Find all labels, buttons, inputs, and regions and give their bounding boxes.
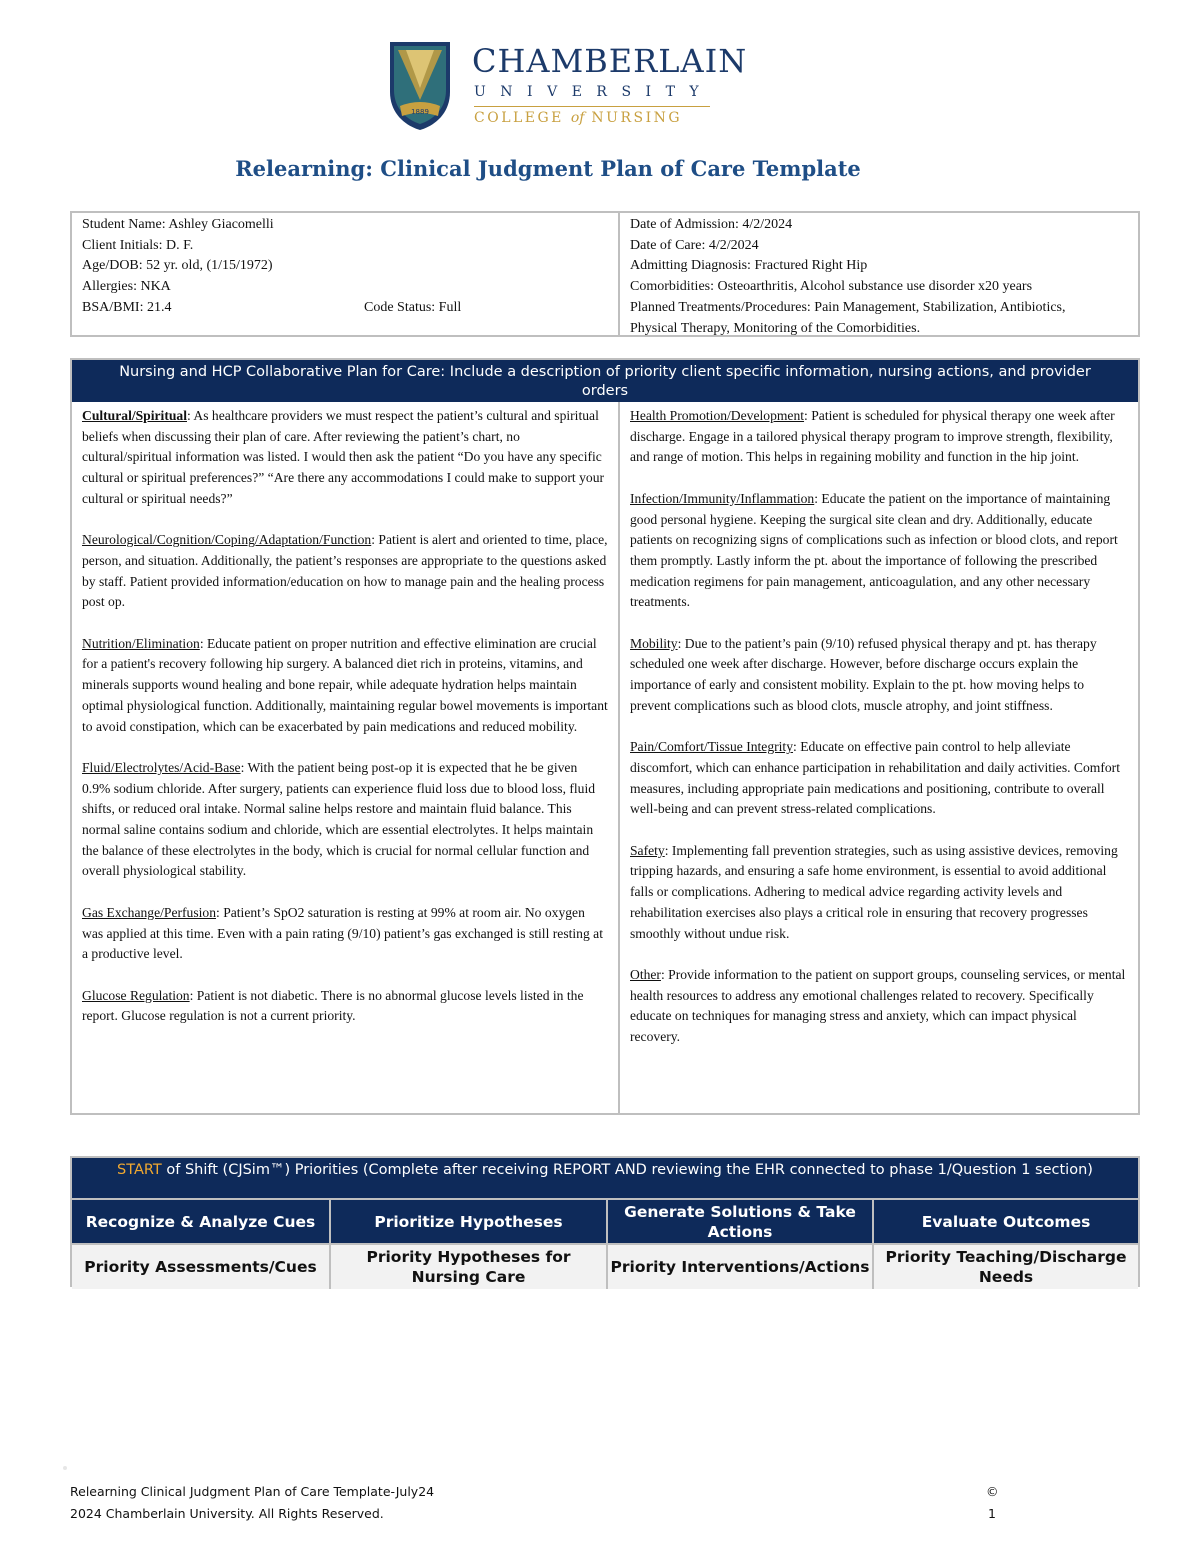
allergies-field: Allergies: NKA [82, 279, 171, 295]
section-heading: Mobility [630, 635, 678, 651]
student-name-field: Student Name: Ashley Giacomelli [82, 217, 274, 232]
date-of-care-field: Date of Care: 4/2/2024 [630, 237, 759, 253]
plan-header: Nursing and HCP Collaborative Plan for Care: Include a description of priority client specific information, nursing actions, and provider orders [72, 360, 1138, 402]
logo-name: CHAMBERLAIN [472, 42, 748, 80]
pain-comfort-section: Pain/Comfort/Tissue Integrity: Educate on effective pain control to help alleviate discomfort, which can enhance participation in rehabilitation and daily activities. Comfort measures, including appropriate pain medications and positioning, contribute to overall well-being and can prevent stress-related complications. [630, 739, 1120, 817]
section-heading: Pain/Comfort/Tissue Integrity [630, 739, 794, 755]
student-info-table [70, 211, 1140, 337]
age-dob-field: Age/DOB: 52 yr. old, (1/15/1972) [82, 258, 273, 274]
section-heading: Cultural/Spiritual [82, 408, 187, 423]
footer-template-name: Relearning Clinical Judgment Plan of Care Template-July24 [70, 1484, 435, 1499]
generate-solutions-header: Generate Solutions & Take Actions [608, 1200, 874, 1243]
priority-interventions-subheader: Priority Interventions/Actions [608, 1245, 874, 1289]
gas-exchange-section: Gas Exchange/Perfusion: Patient’s SpO2 saturation is resting at 99% at room air. No oxygen was applied at this time. Even with a pain rating (9/10) patient’s gas exchanged is still resting at a productive level. [82, 904, 603, 962]
plan-right-column [620, 402, 1138, 1113]
cultural-spiritual-section: Cultural/Spiritual: As healthcare providers we must respect the patient’s cultural and spiritual beliefs when discussing their plan of care. After reviewing the patient’s chart, no cultural/spiritual information was listed. I would then ask the patient “Do you have any specific cultural or spiritual preferences?” “Are there any accommodations I could make to support your cultural or spiritual needs?” [82, 408, 605, 506]
student-info-right [620, 213, 1138, 335]
priority-teaching-subheader: Priority Teaching/Discharge Needs [885, 1248, 1127, 1286]
priority-hypotheses-subheader: Priority Hypotheses for Nursing Care [331, 1245, 608, 1289]
page-number: 1 [988, 1506, 996, 1521]
admitting-diagnosis-field: Admitting Diagnosis: Fractured Right Hip [630, 258, 868, 274]
copyright-symbol: © [986, 1484, 999, 1499]
evaluate-outcomes-header: Evaluate Outcomes [921, 1212, 1091, 1231]
logo-university: UNIVERSITY [474, 84, 714, 100]
infection-immunity-section: Infection/Immunity/Inflammation: Educate the patient on the importance of maintaining good personal hygiene. Keeping the surgical site clean and dry. Additionally, educate patients on recognizing signs of complications such as infection or blood clots, and report them promptly. Lastly inform the pt. about the importance of following the prescribed medication regimens for pain management, anticoagulation, and any other necessary treatments. [630, 490, 1118, 610]
section-heading: Glucose Regulation [82, 987, 190, 1003]
student-info-left [72, 213, 620, 335]
start-of-shift-table [70, 1156, 1140, 1287]
section-heading: Infection/Immunity/Inflammation [630, 490, 815, 506]
footer-rights: 2024 Chamberlain University. All Rights Reserved. [70, 1506, 384, 1521]
bsa-bmi-field: BSA/BMI: 21.4 [82, 299, 172, 315]
section-heading: Nutrition/Elimination [82, 635, 200, 651]
health-promotion-section: Health Promotion/Development: Patient is scheduled for physical therapy one week after discharge. Engage in a tailored physical therapy program to improve strength, flexibility, and range of motion. This helps in regaining mobility and function in the hip joint. [630, 408, 1115, 465]
section-heading: Fluid/Electrolytes/Acid-Base [82, 759, 241, 775]
start-of-shift-header: START of Shift (CJSim™) Priorities (Complete after receiving REPORT AND reviewing the EHR connected to phase 1/Question 1 section) [72, 1158, 1138, 1198]
date-of-admission-field: Date of Admission: 4/2/2024 [630, 217, 793, 232]
fluid-electrolytes-section: Fluid/Electrolytes/Acid-Base: With the patient being post-op it is expected that he be given 0.9% sodium chloride. After surgery, patients can experience fluid loss due to blood loss, fluid shifts, or reduced oral intake. Normal saline helps restore and maintain fluid balance. This normal saline contains sodium and chloride, which are essential electrolytes. It helps maintain the balance of these electrolytes in the body, which is crucial for normal cellular function and overall physiological stability. [82, 759, 596, 879]
page-footer [70, 1481, 1000, 1525]
decorative-dot [63, 1466, 67, 1470]
university-shield-icon [388, 40, 452, 132]
plan-left-column [72, 402, 620, 1113]
priorities-subheader-row [72, 1243, 1138, 1289]
nutrition-elimination-section: Nutrition/Elimination: Educate patient on proper nutrition and effective elimination are crucial for a patient's recovery following hip surgery. A balanced diet rich in proteins, vitamins, and minerals supports wound healing and bone repair, while adequate hydration helps maintain optimal physiological function. Additionally, maintaining regular bowel movements is important to avoid constipation, which can be exacerbated by pain medications and reduced mobility. [82, 635, 608, 734]
safety-section: Safety: Implementing fall prevention strategies, such as using assistive devices, removing tripping hazards, and ensuring a safe home environment, is essential to avoid additional falls or complications. Adhering to medical advice regarding activity levels and rehabilitation exercises also plays a critical role in ensuring that recovery progresses smoothly without undue risk. [630, 842, 1118, 941]
priority-assessments-subheader: Priority Assessments/Cues [72, 1245, 331, 1289]
section-heading: Safety [630, 842, 665, 858]
planned-treatments-continued: Physical Therapy, Monitoring of the Comorbidities. [630, 320, 921, 336]
neurological-section: Neurological/Cognition/Coping/Adaptation/Function: Patient is alert and oriented to time, place, person, and situation. Additionally, the patient’s responses are appropriate to the questions asked by staff. Patient provided information/education on how to manage pain and the healing process post op. [82, 532, 608, 610]
footer-right [986, 1481, 998, 1525]
section-heading: Other [630, 966, 661, 982]
recognize-cues-header: Recognize & Analyze Cues [72, 1200, 331, 1243]
document-title: Relearning: Clinical Judgment Plan of Care Template [235, 156, 861, 181]
chamberlain-logo [388, 40, 748, 135]
section-heading: Neurological/Cognition/Coping/Adaptation/Function [82, 532, 372, 548]
bsa-row [82, 298, 608, 319]
logo-divider [474, 106, 710, 107]
prioritize-hypotheses-header: Prioritize Hypotheses [331, 1200, 608, 1243]
section-heading: Gas Exchange/Perfusion [82, 904, 217, 920]
comorbidities-field: Comorbidities: Osteoarthritis, Alcohol substance use disorder x20 years [630, 279, 1033, 295]
clinical-judgment-steps-row [72, 1198, 1138, 1243]
client-initials-field: Client Initials: D. F. [82, 237, 194, 253]
code-status-field: Code Status: Full [364, 299, 462, 315]
collaborative-plan-table [70, 358, 1140, 1115]
svg-text:1889: 1889 [411, 108, 429, 116]
logo-college: COLLEGE of NURSING [474, 110, 683, 126]
glucose-regulation-section: Glucose Regulation: Patient is not diabetic. There is no abnormal glucose levels listed in the report. Glucose regulation is not a current priority. [82, 987, 584, 1024]
other-section: Other: Provide information to the patient on support groups, counseling services, or mental health resources to address any emotional challenges related to recovery. Specifically educate on techniques for managing stress and anxiety, which can impact physical recovery. [630, 966, 1126, 1045]
planned-treatments-field: Planned Treatments/Procedures: Pain Management, Stabilization, Antibiotics, [630, 299, 1066, 315]
section-heading: Health Promotion/Development [630, 408, 805, 423]
mobility-section: Mobility: Due to the patient’s pain (9/10) refused physical therapy and pt. has therapy scheduled one week after discharge. However, before discharge occurs explain the importance of early and consistent mobility. Explain to the pt. how moving helps to prevent complications such as blood clots, muscle atrophy, and joint stiffness. [630, 635, 1097, 713]
